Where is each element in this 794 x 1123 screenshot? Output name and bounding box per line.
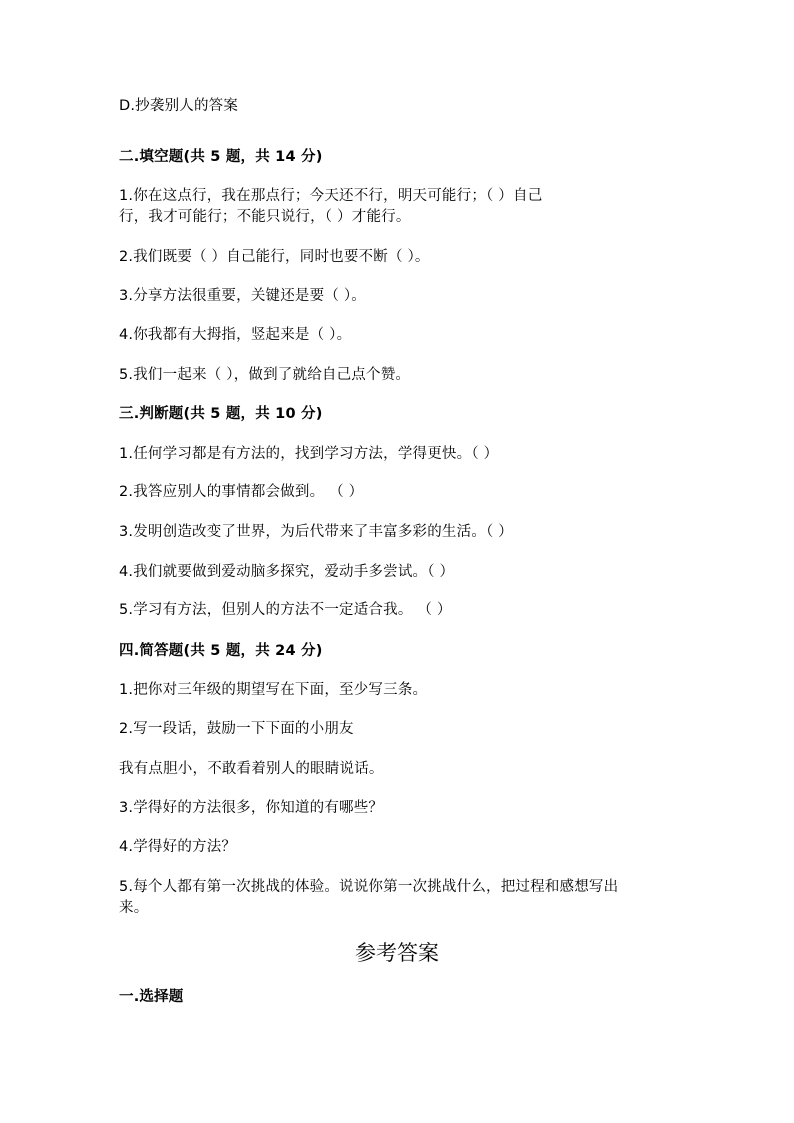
answer-section-1-heading: 一.选择题 (119, 989, 184, 1005)
s3-question-1: 1.任何学习都是有方法的，找到学习方法，学得更快。（ ） (119, 446, 499, 462)
s4-question-2-detail: 我有点胆小，不敢看着别人的眼睛说话。 (119, 761, 384, 777)
s2-question-1-line-2: 行，我才可能行；不能只说行，（ ）才能行。 (119, 209, 411, 225)
s2-question-5: 5.我们一起来（ ），做到了就给自己点个赞。 (119, 367, 411, 383)
s2-question-2: 2.我们既要（ ）自己能行，同时也要不断（ ）。 (119, 249, 430, 265)
s4-question-2: 2.写一段话，鼓励一下下面的小朋友 (119, 721, 354, 737)
s2-question-4: 4.你我都有大拇指，竖起来是（ ）。 (119, 327, 352, 343)
s4-question-3: 3.学得好的方法很多，你知道的有哪些？ (119, 800, 384, 816)
s2-question-3: 3.分享方法很重要，关键还是要（ ）。 (119, 288, 366, 304)
s2-question-1-line-1: 1.你在这点行，我在那点行；今天还不行，明天可能行；（ ）自己 (119, 188, 543, 204)
s4-question-1: 1.把你对三年级的期望写在下面，至少写三条。 (119, 682, 428, 698)
section-3-heading: 三.判断题(共 5 题，共 10 分) (119, 406, 323, 422)
s3-question-4: 4.我们就要做到爱动脑多探究，爱动手多尝试。（ ） (119, 564, 455, 580)
s3-question-3: 3.发明创造改变了世界，为后代带来了丰富多彩的生活。（ ） (119, 524, 513, 540)
s4-question-5-line-2: 来。 (119, 900, 149, 916)
s4-question-5-line-1: 5.每个人都有第一次挑战的体验。说说你第一次挑战什么，把过程和感想写出 (119, 879, 619, 895)
section-2-heading: 二.填空题(共 5 题，共 14 分) (119, 149, 323, 165)
s3-question-5: 5.学习有方法，但别人的方法不一定适合我。 （ ） (119, 602, 452, 618)
s3-question-2: 2.我答应别人的事情都会做到。 （ ） (119, 484, 364, 500)
section-4-heading: 四.简答题(共 5 题，共 24 分) (119, 643, 323, 659)
s4-question-4: 4.学得好的方法？ (119, 839, 237, 855)
answer-key-title: 参考答案 (355, 941, 439, 965)
option-d: D.抄袭别人的答案 (119, 98, 239, 114)
